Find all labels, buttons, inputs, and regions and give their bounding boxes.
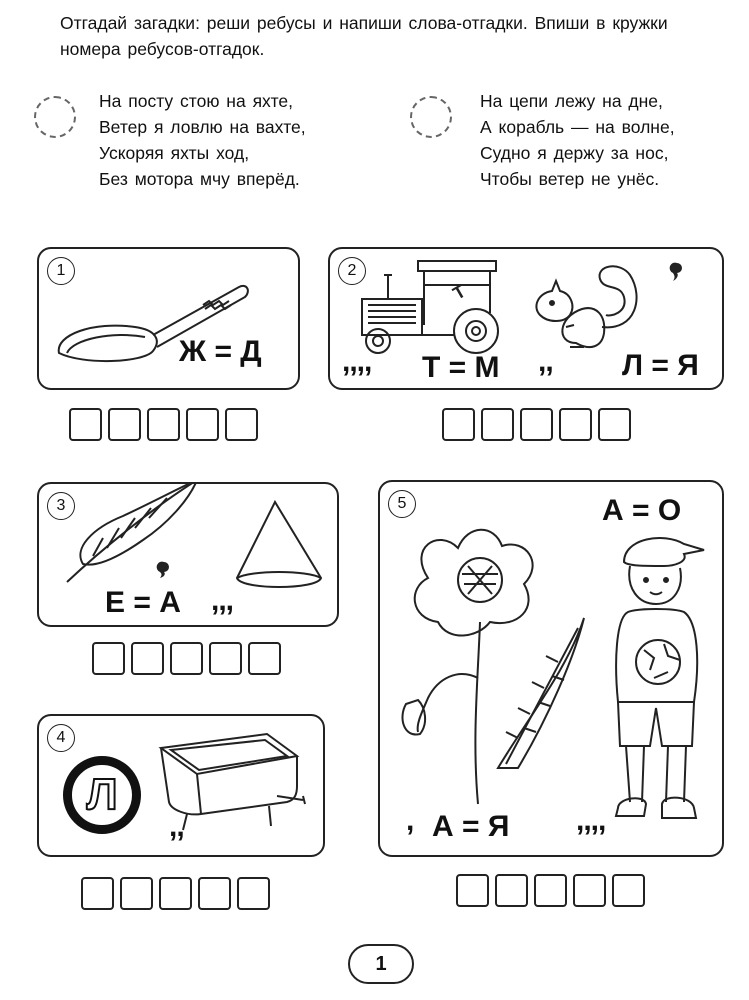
riddle-line: Без мотора мчу вперёд. bbox=[99, 169, 300, 189]
answer-boxes-5[interactable] bbox=[456, 874, 651, 907]
answer-box[interactable] bbox=[69, 408, 102, 441]
answer-box[interactable] bbox=[573, 874, 606, 907]
puzzle-number: 2 bbox=[338, 257, 366, 285]
rule-text: Т = М bbox=[422, 351, 500, 384]
boy-with-ball-icon bbox=[604, 532, 714, 822]
answer-box[interactable] bbox=[534, 874, 567, 907]
puzzle-number: 4 bbox=[47, 724, 75, 752]
answer-box[interactable] bbox=[147, 408, 180, 441]
cone-icon bbox=[231, 498, 327, 594]
riddle-line: Ветер я ловлю на вахте, bbox=[99, 117, 306, 137]
answer-box[interactable] bbox=[131, 642, 164, 675]
comma-marks: ,, bbox=[169, 810, 184, 843]
puzzle-panel-4 bbox=[37, 714, 325, 857]
puzzle-number: 3 bbox=[47, 492, 75, 520]
answer-box[interactable] bbox=[186, 408, 219, 441]
answer-box[interactable] bbox=[612, 874, 645, 907]
puzzle-number: 1 bbox=[47, 257, 75, 285]
rule-text: А = О bbox=[602, 494, 682, 527]
feather-icon bbox=[63, 482, 203, 588]
puzzle-panel-1 bbox=[37, 247, 300, 390]
comma-marks: ,,,, bbox=[342, 345, 372, 378]
puzzle-panel-2 bbox=[328, 247, 724, 390]
comma-marks: ,,, bbox=[211, 584, 234, 617]
comma-marks: ,, bbox=[538, 345, 553, 378]
puzzle-number: 5 bbox=[388, 490, 416, 518]
riddle-line: На цепи лежу на дне, bbox=[480, 91, 663, 111]
answer-box[interactable] bbox=[92, 642, 125, 675]
rule-text: Е = А bbox=[105, 586, 181, 619]
answer-box[interactable] bbox=[559, 408, 592, 441]
answer-box[interactable] bbox=[248, 642, 281, 675]
answer-box[interactable] bbox=[456, 874, 489, 907]
apostrophe-icon bbox=[157, 560, 173, 578]
answer-boxes-2[interactable] bbox=[442, 408, 637, 441]
answer-box[interactable] bbox=[198, 877, 231, 910]
puzzle-panel-5 bbox=[378, 480, 724, 857]
apostrophe-icon bbox=[670, 261, 688, 281]
riddle-2 bbox=[480, 88, 675, 192]
comma-marks: ,,,, bbox=[576, 804, 606, 837]
answer-box[interactable] bbox=[481, 408, 514, 441]
riddle-line: На посту стою на яхте, bbox=[99, 91, 294, 111]
answer-box[interactable] bbox=[237, 877, 270, 910]
comma-marks: , bbox=[406, 804, 414, 837]
answer-box[interactable] bbox=[120, 877, 153, 910]
instruction-text: Отгадай загадки: реши ребусы и напиши слова-отгадки. Впиши в кружки номера ребусов-отгадок. bbox=[60, 13, 668, 59]
answer-box[interactable] bbox=[108, 408, 141, 441]
page-number: 1 bbox=[348, 944, 414, 984]
answer-box[interactable] bbox=[159, 877, 192, 910]
answer-box[interactable] bbox=[520, 408, 553, 441]
rule-text: Л = Я bbox=[622, 349, 699, 382]
riddle-line: Судно я держу за нос, bbox=[480, 143, 669, 163]
letter-in-circle bbox=[63, 756, 141, 834]
answer-box[interactable] bbox=[225, 408, 258, 441]
puzzle-panel-3 bbox=[37, 482, 339, 627]
answer-box[interactable] bbox=[81, 877, 114, 910]
tractor-icon bbox=[358, 255, 508, 357]
riddle-2-answer-circle[interactable] bbox=[410, 96, 452, 138]
answer-box[interactable] bbox=[209, 642, 242, 675]
riddle-line: Ускоряя яхты ход, bbox=[99, 143, 250, 163]
answer-box[interactable] bbox=[598, 408, 631, 441]
tractor-letter: Т bbox=[449, 280, 470, 304]
answer-box[interactable] bbox=[442, 408, 475, 441]
rule-text: Ж = Д bbox=[179, 335, 262, 368]
answer-boxes-1[interactable] bbox=[69, 408, 264, 441]
answer-box[interactable] bbox=[170, 642, 203, 675]
answer-boxes-4[interactable] bbox=[81, 877, 276, 910]
poppy-flower-icon bbox=[398, 518, 588, 808]
rule-text: А = Я bbox=[432, 810, 510, 843]
answer-box[interactable] bbox=[495, 874, 528, 907]
riddle-line: Чтобы ветер не унёс. bbox=[480, 169, 660, 189]
riddle-1-answer-circle[interactable] bbox=[34, 96, 76, 138]
riddle-line: А корабль — на волне, bbox=[480, 117, 675, 137]
answer-boxes-3[interactable] bbox=[92, 642, 287, 675]
circled-letter: Л bbox=[86, 770, 118, 819]
riddle-1 bbox=[99, 88, 306, 192]
